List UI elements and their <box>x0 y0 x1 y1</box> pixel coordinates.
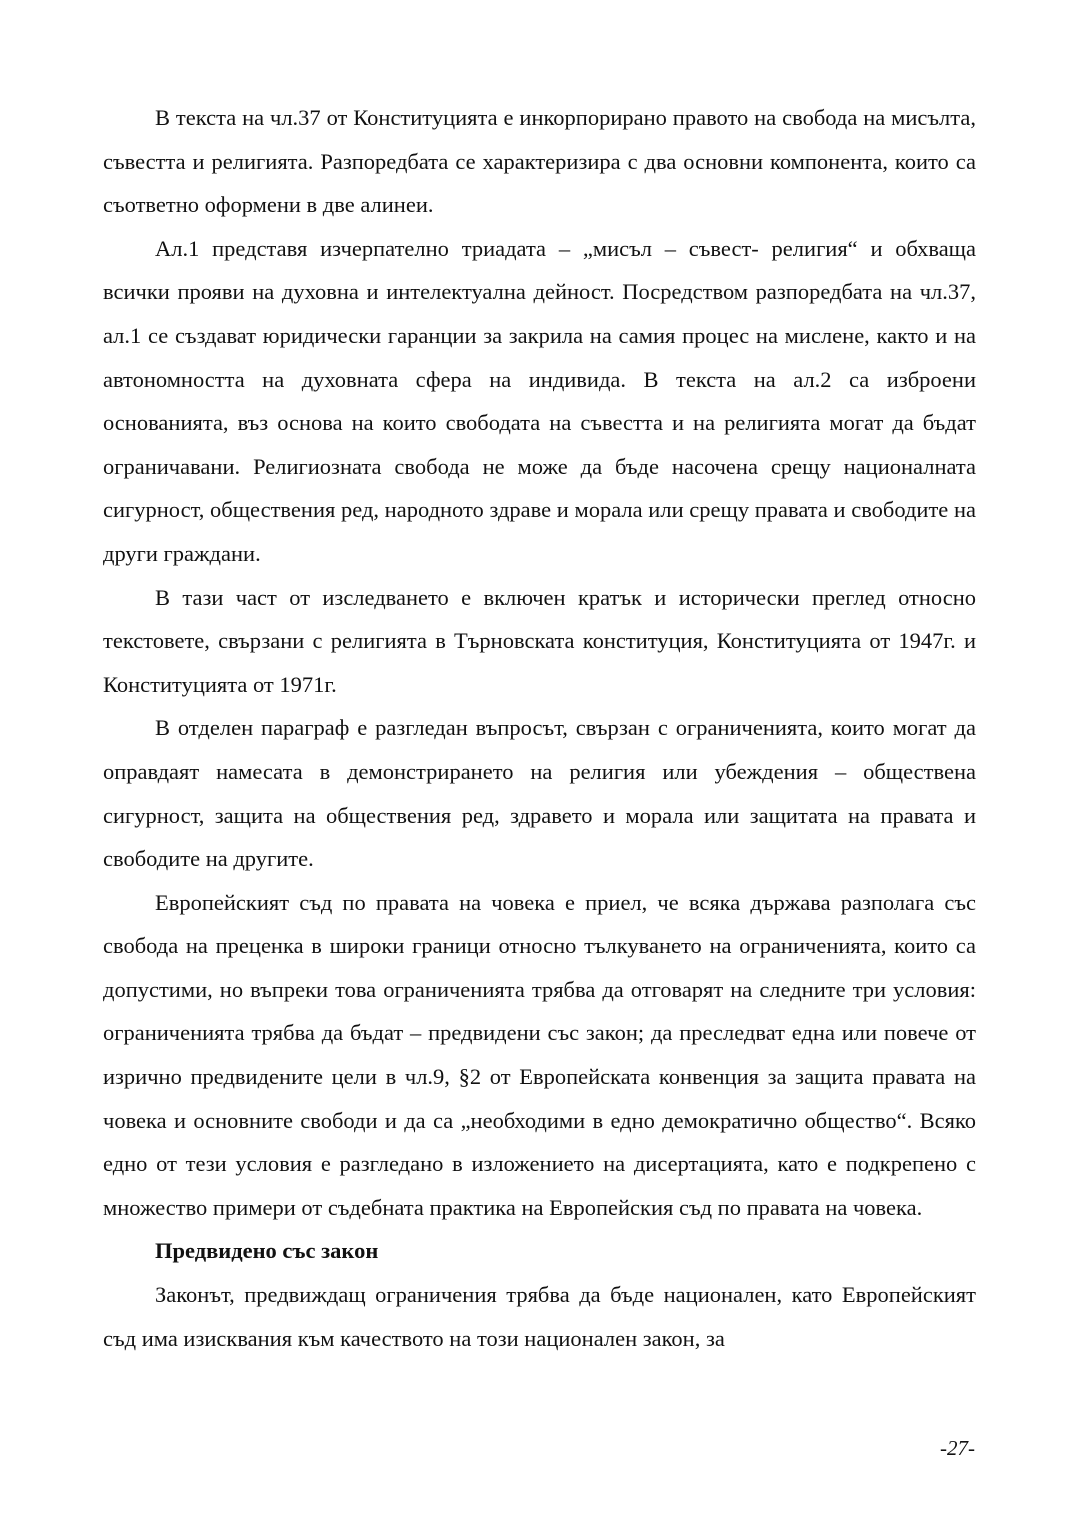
paragraph-constitution-article-37: В текста на чл.37 от Конституцията е инкорпорирано правото на свобода на мисълта, съвестта и религията. Разпоредбата се характеризира с два основни компонента, които са съответно оформени в две алинеи. <box>103 105 976 218</box>
paragraph-european-court: Европейският съд по правата на човека е приел, че всяка държава разполага със свобода на преценка в широки граници относно тълкуването на ограниченията, които са допустими, но въпреки това ограниченията трябва да отговарят на следните три условия: ограниченията трябва да бъдат – предвидени със закон; да преследват една или повече от изрично предвидените цели в чл.9, §2 от Европейската конвенция за защита правата на човека и основните свободи и да са „необходими в едно демократично общество“. Всяко едно от тези условия е разгледано в изложението на дисертацията, като е подкрепено с множество примери от съдебната практика на Европейския съд по правата на човека. <box>103 889 976 1220</box>
document-body <box>103 96 976 1360</box>
page-number: -27- <box>940 1436 975 1460</box>
paragraph-historical-review: В тази част от изследването е включен кратък и исторически преглед относно текстовете, свързани с религията в Търновската конституция, Конституцията от 1947г. и Конституцията от 1971г. <box>103 584 976 697</box>
paragraph-restrictions: В отделен параграф е разгледан въпросът, свързан с ограниченията, които могат да оправдаят намесата в демонстрирането на религия или убеждения – обществена сигурност, защита на обществения ред, здравето и морала или защитата на правата и свободите на другите. <box>103 715 976 872</box>
paragraph-paragraph-1-triad: Ал.1 представя изчерпателно триадата – „мисъл – съвест- религия“ и обхваща всички прояви на духовна и интелектуална дейност. Посредством разпоредбата на чл.37, ал.1 се създават юридически гаранции за закрила на самия процес на мислене, както и на автономността на духовната сфера на индивида. В текста на ал.2 са изброени основанията, въз основа на които свободата на съвестта и на религията могат да бъдат ограничавани. Религиозната свобода не може да бъде насочена срещу националната сигурност, обществения ред, народното здраве и морала или срещу правата и свободите на други граждани. <box>103 235 976 566</box>
section-heading: Предвидено със закон <box>155 1238 379 1264</box>
paragraph-national-law: Законът, предвиждащ ограничения трябва да бъде национален, като Европейският съд има изисквания към качеството на този национален закон, за <box>103 1282 976 1351</box>
